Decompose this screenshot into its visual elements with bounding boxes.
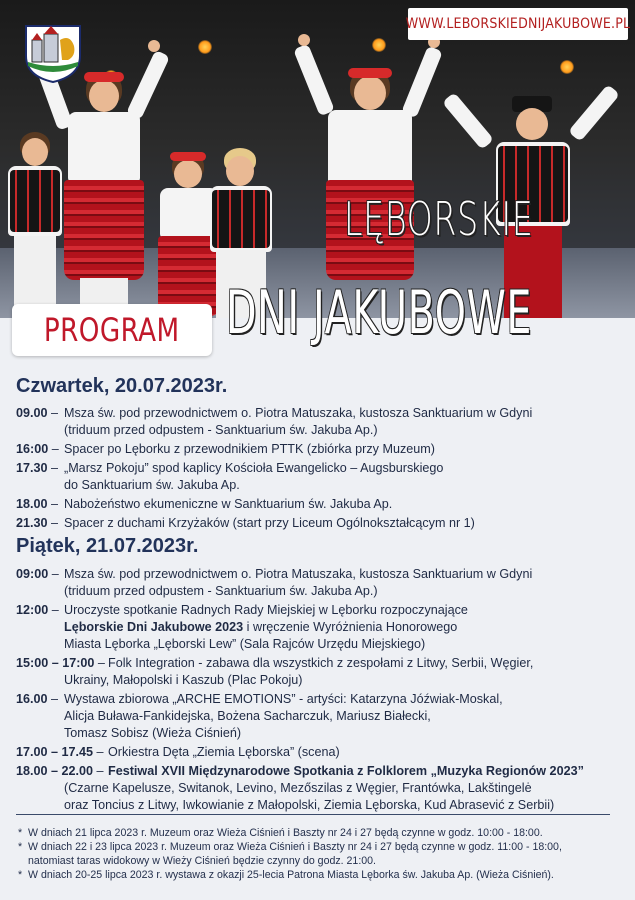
event-item (16, 496, 626, 513)
event-time: 12:00 – (16, 603, 59, 617)
event-text: (triduum przed odpustem - Sanktuarium św. Jakuba Ap.) (64, 584, 378, 598)
event-highlight: Lęborskie Dni Jakubowe 2023 (64, 620, 244, 634)
event-text: Lęborskie Dni Jakubowe 2023 i wręczenie Wyróżnienia Honorowego (64, 620, 458, 634)
event-text: oraz Toncius z Litwy, Iwkowianie z Małopolski, Ziemia Lęborska, Kud Abrasević z Serbii) (64, 798, 555, 812)
footnote-text: W dniach 20-25 lipca 2023 r. wystawa z okazji 25-lecia Patrona Miasta Lęborka św. Jakuba Ap. (Wieża Ciśnień). (28, 869, 554, 881)
title-line-2: DNI JAKUBOWE (226, 278, 533, 348)
event-time: 17.00 – 17.45 – (16, 745, 104, 759)
event-item (16, 405, 626, 439)
event-time: 16.00 – (16, 692, 59, 706)
event-item (16, 515, 626, 532)
asterisk: * (18, 841, 23, 853)
event-item (16, 691, 626, 742)
event-text: Ukrainy, Małopolski i Kaszub (Plac Pokoju) (64, 673, 303, 687)
event-item (16, 460, 626, 494)
friday-events (16, 566, 626, 816)
footnote (18, 840, 618, 868)
dancer-figure (296, 20, 446, 318)
event-item (16, 602, 626, 653)
event-time: 17.30 – (16, 461, 59, 475)
event-text: do Sanktuarium św. Jakuba Ap. (64, 478, 240, 492)
event-text: (Czarne Kapelusze, Switanok, Levino, Mezőszilas z Węgier, Frantówka, Lakštingelė (64, 781, 532, 795)
hero-photo (0, 0, 635, 318)
event-text: Spacer po Lęborku z przewodnikiem PTTK (zbiórka przy Muzeum) (64, 442, 435, 456)
event-text: Miasta Lęborka „Lęborski Lew” (Sala Rajców Urzędu Miejskiego) (64, 637, 426, 651)
event-text (108, 763, 626, 780)
event-text: Uroczyste spotkanie Radnych Rady Miejskiej w Lęborku rozpoczynające (64, 603, 468, 617)
event-item (16, 744, 626, 761)
event-time: 15:00 – 17:00 – (16, 656, 105, 670)
event-text: Spacer z duchami Krzyżaków (start przy Liceum Ogólnokształcącym nr 1) (64, 516, 475, 530)
footer-divider (16, 814, 610, 815)
event-text: Alicja Buława-Fankidejska, Bożena Sacharczuk, Mariusz Białecki, (64, 709, 431, 723)
thursday-events (16, 405, 626, 534)
event-time: 18.00 – 22.00 – (16, 764, 104, 778)
footnote (18, 868, 618, 882)
event-highlight: Festiwal XVII Międzynarodowe Spotkania z Folklorem „Muzyka Regionów 2023” (108, 764, 584, 778)
event-time: 09.00 – (16, 406, 59, 420)
footnote (18, 826, 618, 840)
asterisk: * (18, 827, 23, 839)
city-crest-icon (22, 22, 84, 84)
dancer-figure (0, 130, 70, 318)
day-heading-thursday: Czwartek, 20.07.2023r. (16, 375, 228, 397)
event-item (16, 566, 626, 600)
day-heading-friday: Piątek, 21.07.2023r. (16, 535, 199, 557)
title-line-1: LĘBORSKIE (344, 192, 534, 246)
event-text: Nabożeństwo ekumeniczne w Sanktuarium św. Jakuba Ap. (64, 497, 393, 511)
event-time: 21.30 – (16, 516, 59, 530)
asterisk: * (18, 869, 23, 881)
footnote-text: W dniach 22 i 23 lipca 2023 r. Muzeum oraz Wieża Ciśnień i Baszty nr 24 i 27 będą czynne w godz. 11:00 - 18:00, (28, 841, 562, 853)
program-label: PROGRAM (44, 311, 180, 349)
event-item (16, 763, 626, 814)
event-text: Msza św. pod przewodnictwem o. Piotra Matuszaka, kustosza Sanktuarium w Gdyni (64, 406, 533, 420)
event-text: Orkiestra Dęta „Ziemia Lęborska” (scena) (108, 745, 340, 759)
event-item (16, 441, 626, 458)
stage-light (198, 40, 212, 54)
event-text: Wystawa zbiorowa „ARCHE EMOTIONS” - artyści: Katarzyna Jóźwiak-Moskal, (64, 692, 503, 706)
event-time: 18.00 – (16, 497, 59, 511)
event-time: 16:00 – (16, 442, 59, 456)
event-text: Folk Integration - zabawa dla wszystkich z zespołami z Litwy, Serbii, Węgier, (108, 656, 534, 670)
website-url-box[interactable] (405, 8, 631, 40)
event-text: Msza św. pod przewodnictwem o. Piotra Matuszaka, kustosza Sanktuarium w Gdyni (64, 567, 533, 581)
footnote-text: natomiast taras widokowy w Wieży Ciśnień będzie czynny do godz. 21:00. (28, 855, 376, 867)
event-text: (triduum przed odpustem - Sanktuarium św. Jakuba Ap.) (64, 423, 378, 437)
event-text: „Marsz Pokoju” spod kaplicy Kościoła Ewangelicko – Augsburskiego (64, 461, 444, 475)
footnotes (18, 826, 618, 882)
event-item (16, 655, 626, 689)
website-url[interactable]: WWW.LEBORSKIEDNIJAKUBOWE.PL (405, 16, 631, 32)
event-text: Tomasz Sobisz (Wieża Ciśnień) (64, 726, 242, 740)
footnote-text: W dniach 21 lipca 2023 r. Muzeum oraz Wieża Ciśnień i Baszty nr 24 i 27 będą czynne w godz. 10:00 - 18:00. (28, 827, 543, 839)
program-label-box (12, 304, 212, 356)
event-time: 09:00 – (16, 567, 59, 581)
